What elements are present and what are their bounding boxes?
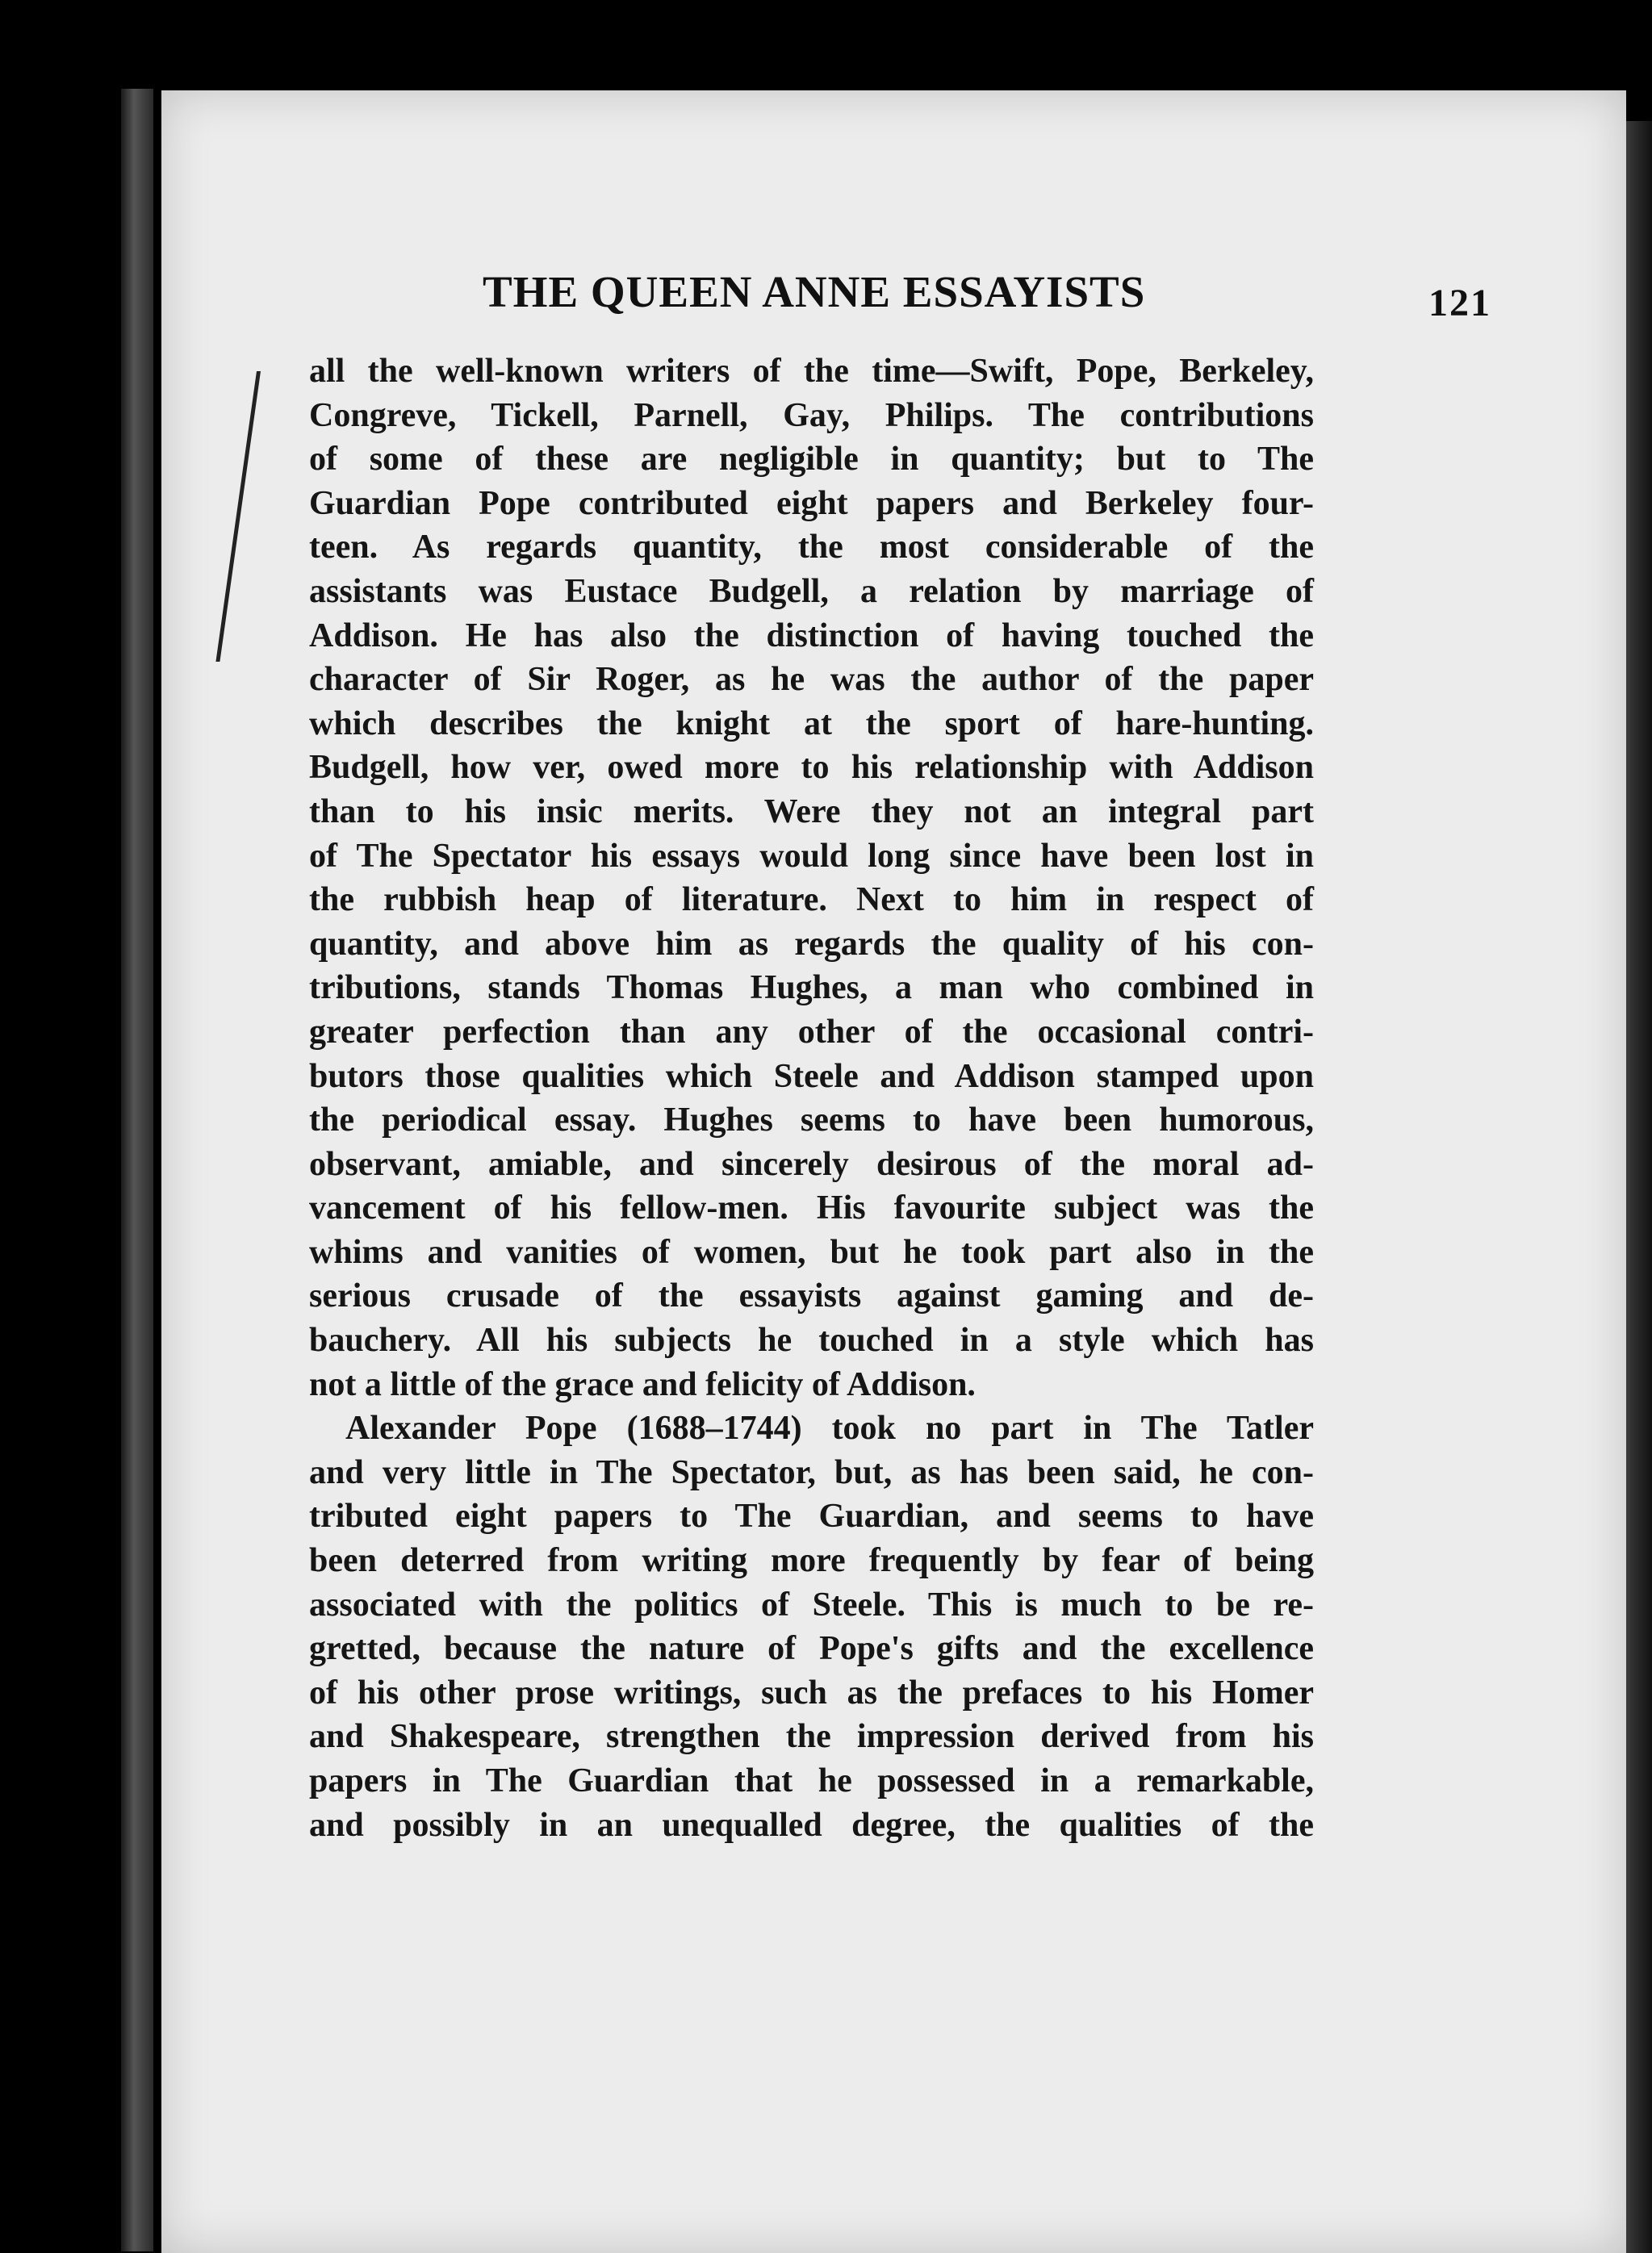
running-title: THE QUEEN ANNE ESSAYISTS	[483, 267, 1146, 316]
text-line: of his other prose writings, such as the prefaces to his Homer	[309, 1674, 1314, 1712]
text-line: not a little of the grace and felicity of Addison.	[309, 1365, 976, 1403]
text-line: Budgell, how ver, owed more to his relationship with Addison	[309, 749, 1314, 787]
text-line: vancement of his fellow-men. His favourite subject was the	[309, 1189, 1314, 1227]
text-line: gretted, because the nature of Pope's gifts and the excellence	[309, 1630, 1314, 1668]
text-line: all the well-known writers of the time—Swift, Pope, Berkeley,	[309, 353, 1314, 390]
text-line: associated with the politics of Steele. This is much to be re-	[309, 1586, 1314, 1624]
page-number: 121	[1428, 282, 1491, 324]
text-line: quantity, and above him as regards the quality of his con-	[309, 925, 1314, 963]
text-line: teen. As regards quantity, the most considerable of the	[309, 529, 1314, 566]
text-line: than to his insic merits. Were they not an integral part	[309, 792, 1314, 830]
text-line: tributed eight papers to The Guardian, and seems to have	[309, 1498, 1314, 1536]
text-line: whims and vanities of women, but he took part also in the	[309, 1233, 1314, 1271]
text-line: observant, amiable, and sincerely desirous of the moral ad-	[309, 1145, 1314, 1183]
text-line: papers in The Guardian that he possessed in a remarkable,	[309, 1762, 1314, 1799]
text-line: serious crusade of the essayists against gaming and de-	[309, 1277, 1314, 1315]
text-line: been deterred from writing more frequently by fear of being	[309, 1542, 1314, 1580]
text-line: of The Spectator his essays would long since have been lost in	[309, 837, 1314, 875]
text-line: the periodical essay. Hughes seems to have been humorous,	[309, 1101, 1314, 1139]
text-line: which describes the knight at the sport of hare-hunting.	[309, 704, 1314, 742]
text-line: Congreve, Tickell, Parnell, Gay, Philips. The contributions	[309, 396, 1314, 434]
text-line: assistants was Eustace Budgell, a relation by marriage of	[309, 572, 1314, 610]
text-line: the rubbish heap of literature. Next to him in respect of	[309, 881, 1314, 919]
text-line: Alexander Pope (1688–1744) took no part in The Tatler	[345, 1410, 1314, 1448]
text-line: and Shakespeare, strengthen the impression derived from his	[309, 1718, 1314, 1756]
text-line: greater perfection than any other of the occasional contri-	[309, 1013, 1314, 1051]
facing-page-edge	[121, 89, 153, 2251]
text-line: Addison. He has also the distinction of having touched the	[309, 617, 1314, 654]
text-line: tributions, stands Thomas Hughes, a man who combined in	[309, 969, 1314, 1007]
text-line: bauchery. All his subjects he touched in a style which has	[309, 1322, 1314, 1360]
text-line: of some of these are negligible in quantity; but to The	[309, 441, 1314, 479]
text-line: butors those qualities which Steele and Addison stamped upon	[309, 1057, 1314, 1095]
right-page-edge	[1626, 121, 1652, 2253]
text-line: Guardian Pope contributed eight papers and Berkeley four-	[309, 484, 1314, 522]
text-line: and possibly in an unequalled degree, the qualities of the	[309, 1806, 1314, 1844]
text-line: character of Sir Roger, as he was the author of the paper	[309, 661, 1314, 699]
body-text	[309, 349, 1314, 1847]
text-line: and very little in The Spectator, but, as has been said, he con-	[309, 1453, 1314, 1491]
